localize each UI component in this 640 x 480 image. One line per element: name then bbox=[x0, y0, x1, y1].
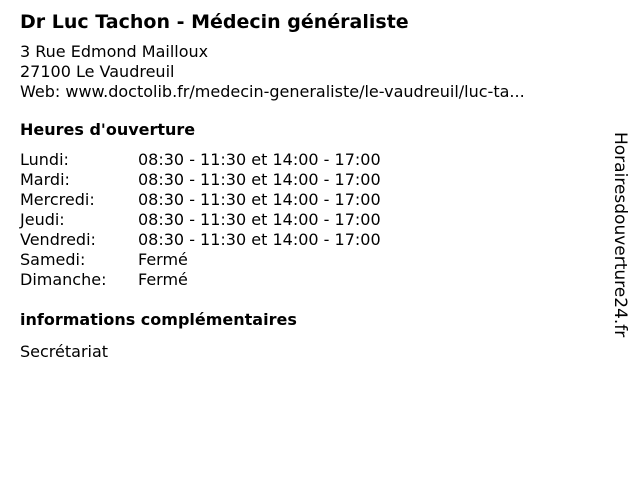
hours-time: 08:30 - 11:30 et 14:00 - 17:00 bbox=[138, 210, 381, 229]
page-title: Dr Luc Tachon - Médecin généraliste bbox=[20, 11, 409, 33]
hours-heading: Heures d'ouverture bbox=[20, 120, 196, 139]
hours-row-saturday bbox=[20, 250, 600, 270]
address-line-2: 27100 Le Vaudreuil bbox=[20, 62, 175, 81]
address-line-1: 3 Rue Edmond Mailloux bbox=[20, 42, 209, 61]
hours-row-tuesday bbox=[20, 170, 600, 190]
hours-row-thursday bbox=[20, 210, 600, 230]
brand-watermark: Horairesdouverture24.fr bbox=[610, 132, 630, 338]
hours-row-wednesday bbox=[20, 190, 600, 210]
hours-day: Lundi: bbox=[20, 150, 69, 169]
info-heading: informations complémentaires bbox=[20, 310, 297, 329]
hours-row-monday bbox=[20, 150, 600, 170]
hours-day: Vendredi: bbox=[20, 230, 96, 249]
website-line: Web: www.doctolib.fr/medecin-generaliste/le-vaudreuil/luc-ta... bbox=[20, 82, 525, 101]
hours-time: 08:30 - 11:30 et 14:00 - 17:00 bbox=[138, 150, 381, 169]
hours-time: 08:30 - 11:30 et 14:00 - 17:00 bbox=[138, 230, 381, 249]
hours-day: Mercredi: bbox=[20, 190, 95, 209]
hours-day: Dimanche: bbox=[20, 270, 107, 289]
business-card bbox=[20, 8, 600, 362]
hours-table bbox=[20, 150, 600, 290]
address-block bbox=[20, 42, 600, 102]
hours-row-friday bbox=[20, 230, 600, 250]
info-text: Secrétariat bbox=[20, 342, 109, 361]
hours-time: 08:30 - 11:30 et 14:00 - 17:00 bbox=[138, 170, 381, 189]
hours-time: 08:30 - 11:30 et 14:00 - 17:00 bbox=[138, 190, 381, 209]
hours-row-sunday bbox=[20, 270, 600, 290]
hours-day: Samedi: bbox=[20, 250, 86, 269]
hours-day: Jeudi: bbox=[20, 210, 65, 229]
hours-time: Fermé bbox=[138, 250, 188, 269]
hours-time: Fermé bbox=[138, 270, 188, 289]
hours-day: Mardi: bbox=[20, 170, 70, 189]
